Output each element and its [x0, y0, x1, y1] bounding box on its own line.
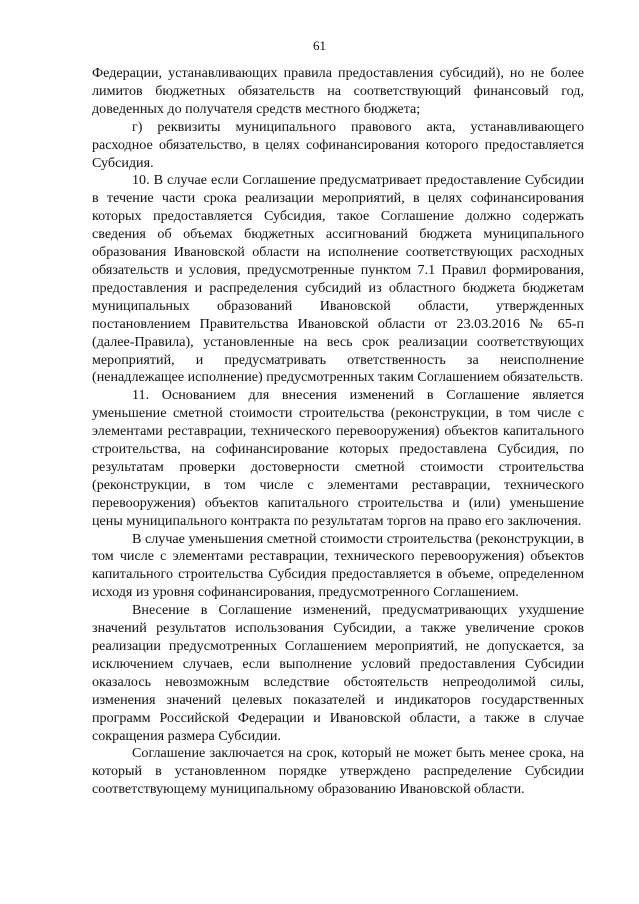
- paragraph-11: 11. Основанием для внесения изменений в Соглашение является уменьшение сметной стоимости строительства (реконструкции, в том числе с элементами реставрации, технического перевооружения) объектов капитального строительства, на софинансирование которых предоставлена Субсидия, по результатам проверки достоверности сметной стоимости строительства (реконструкции, в том числе с элементами реставрации, технического перевооружения) объектов капитального строительства и (или) уменьшение цены муниципального контракта по результатам торгов на право его заключения.: [92, 387, 584, 529]
- page-number: 61: [313, 38, 326, 53]
- document-body: [92, 65, 584, 799]
- paragraph-reduction-case: В случае уменьшения сметной стоимости строительства (реконструкции, в том числе с элементами реставрации, технического перевооружения) объектов капитального строительства Субсидия предоставляется в объеме, определенном исходя из уровня софинансирования, предусмотренного Соглашением.: [92, 530, 584, 601]
- paragraph-term: Соглашение заключается на срок, который не может быть менее срока, на который в установленном порядке утверждено распределение Субсидии соответствующему муниципальному образованию Ивановской области.: [92, 745, 584, 798]
- paragraph-amendments: Внесение в Соглашение изменений, предусматривающих ухудшение значений результатов использования Субсидии, а также увеличение сроков реализации предусмотренных Соглашением мероприятий, не допускается, за исключением случаев, если выполнение условий предоставления Субсидии оказалось невозможным вследствие обстоятельств непреодолимой силы, изменения значений целевых показателей и индикаторов государственных программ Российской Федерации и Ивановской области, а также в случае сокращения размера Субсидии.: [92, 602, 584, 744]
- paragraph-item-g: г) реквизиты муниципального правового акта, устанавливающего расходное обязательство, в целях софинансирования которого предоставляется Субсидия.: [92, 118, 584, 171]
- paragraph-10: 10. В случае если Соглашение предусматривает предоставление Субсидии в течение части срока реализации мероприятий, в целях софинансирования которых предоставляется Субсидия, такое Соглашение должно содержать сведения об объемах бюджетных ассигнований бюджета муниципального образования Ивановской области на исполнение соответствующих расходных обязательств и условия, предусмотренные пунктом 7.1 Правил формирования, предоставления и распределения субсидий из областного бюджета бюджетам муниципальных образований Ивановской области, утвержденных постановлением Правительства Ивановской области от 23.03.2016 № 65-п (далее-Правила), установленные на весь срок реализации соответствующих мероприятий, и предусматривать ответственность за неисполнение (ненадлежащее исполнение) предусмотренных таким Соглашением обязательств.: [92, 172, 584, 386]
- paragraph-continuation: Федерации, устанавливающих правила предоставления субсидий), но не более лимитов бюджетных обязательств на соответствующий финансовый год, доведенных до получателя средств местного бюджета;: [92, 65, 584, 117]
